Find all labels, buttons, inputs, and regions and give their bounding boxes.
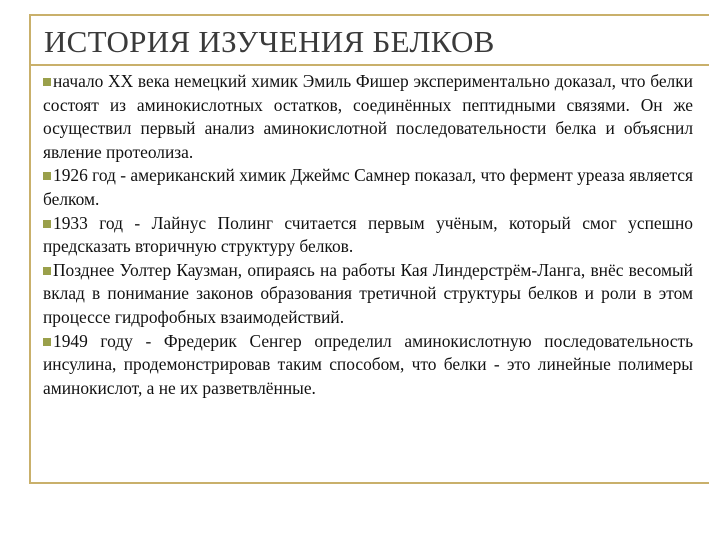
paragraph-text: 1933 год - Лайнус Полинг считается первым учёным, который смог успешно предсказать вторичную структуру белков. (43, 212, 693, 257)
paragraph-text: начало XX века немецкий химик Эмиль Фишер экспериментально доказал, что белки состоят из аминокислотных остатков, соединённых пептидными связями. Он же осуществил первый анализ аминокислотной последовательности белка и объяснил явление протеолиза. (43, 71, 693, 162)
paragraph-text: 1949 году - Фредерик Сенгер определил аминокислотную последовательность инсулина, продемонстрировав таким способом, что белки - это линейные полимеры аминокислот, а не их разветвлённые. (43, 330, 693, 398)
paragraph-fischer (43, 70, 693, 164)
paragraph-pauling (43, 212, 693, 259)
square-bullet-icon (43, 267, 51, 275)
paragraph-sanger (43, 330, 693, 401)
slide-title: ИСТОРИЯ ИЗУЧЕНИЯ БЕЛКОВ (44, 24, 495, 59)
square-bullet-icon (43, 172, 51, 180)
square-bullet-icon (43, 220, 51, 228)
paragraph-kauzmann (43, 259, 693, 330)
title-divider (29, 64, 709, 66)
square-bullet-icon (43, 338, 51, 346)
paragraph-sumner (43, 164, 693, 211)
square-bullet-icon (43, 78, 51, 86)
paragraph-text: 1926 год - американский химик Джеймс Самнер показал, что фермент уреаза является белком. (43, 165, 693, 209)
paragraph-text: Позднее Уолтер Каузман, опираясь на работы Кая Линдерстрём-Ланга, внёс весомый вклад в понимание законов образования третичной структуры белков и роли в этом процессе гидрофобных взаимодействий. (43, 259, 693, 327)
slide-content (43, 70, 693, 400)
bottom-divider (29, 482, 709, 484)
